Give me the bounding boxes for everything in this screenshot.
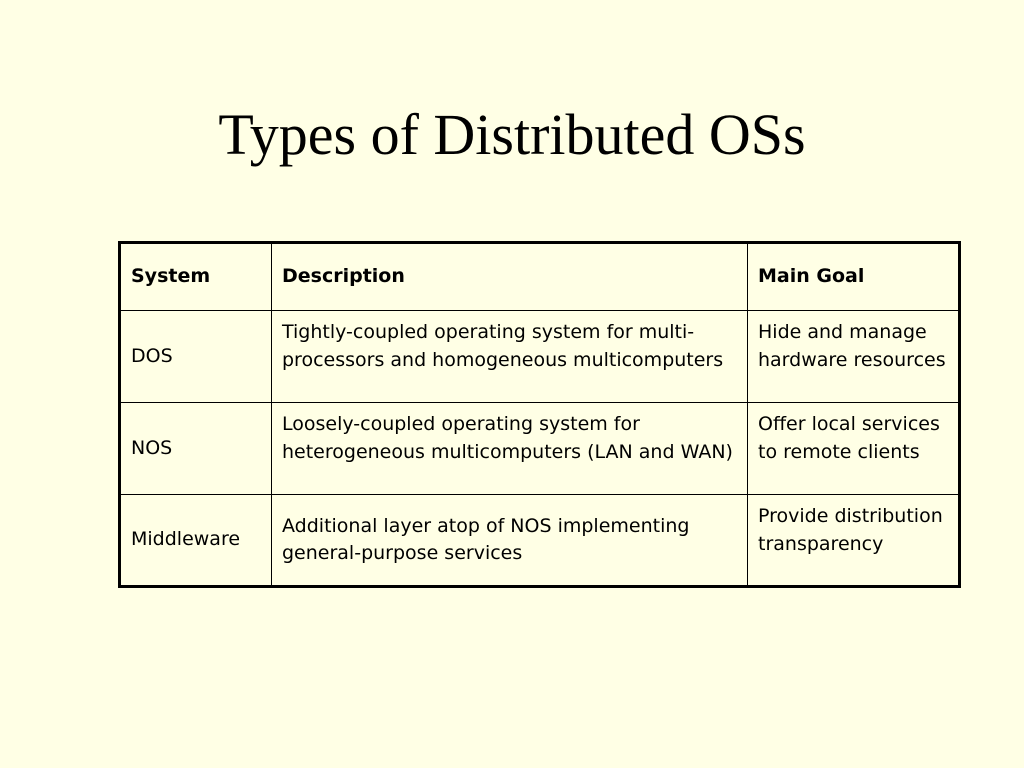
cell-main-goal: Provide distribution transparency — [748, 495, 960, 587]
header-main-goal: Main Goal — [748, 243, 960, 311]
table-row — [120, 495, 960, 587]
cell-description: Additional layer atop of NOS implementing general-purpose services — [272, 495, 748, 587]
cell-system: DOS — [120, 311, 272, 403]
table-header-row — [120, 243, 960, 311]
table-row — [120, 311, 960, 403]
slide-title: Types of Distributed OSs — [218, 102, 806, 167]
cell-system: Middleware — [120, 495, 272, 587]
cell-system: NOS — [120, 403, 272, 495]
cell-main-goal: Offer local services to remote clients — [748, 403, 960, 495]
header-description: Description — [272, 243, 748, 311]
cell-main-goal: Hide and manage hardware resources — [748, 311, 960, 403]
cell-description: Loosely-coupled operating system for heterogeneous multicomputers (LAN and WAN) — [272, 403, 748, 495]
cell-description: Tightly-coupled operating system for multi-processors and homogeneous multicomputers — [272, 311, 748, 403]
table-row — [120, 403, 960, 495]
os-types-table — [118, 241, 961, 588]
os-types-table-container — [118, 241, 961, 588]
header-system: System — [120, 243, 272, 311]
